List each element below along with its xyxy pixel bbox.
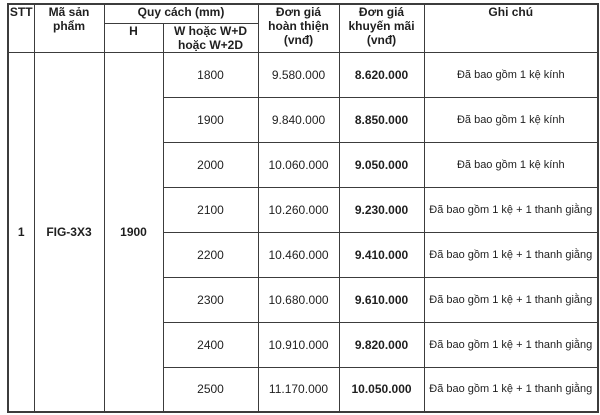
table-body	[8, 52, 598, 412]
price-promo-cell: 9.410.000	[339, 232, 424, 277]
price-finished-cell: 10.260.000	[258, 187, 339, 232]
header-note: Ghi chú	[424, 4, 598, 52]
header-product-code: Mã sản phẩm	[34, 4, 104, 52]
note-cell: Đã bao gồm 1 kệ + 1 thanh giằng	[424, 187, 598, 232]
price-finished-cell: 10.680.000	[258, 277, 339, 322]
price-table	[7, 3, 599, 413]
table-header	[8, 4, 598, 52]
header-price-promo: Đơn giá khuyến mãi (vnđ)	[339, 4, 424, 52]
stt-value: 1	[8, 52, 34, 412]
w-cell: 2100	[163, 187, 258, 232]
table-row	[8, 52, 598, 97]
w-cell: 2200	[163, 232, 258, 277]
w-cell: 2300	[163, 277, 258, 322]
header-spec-h: H	[104, 23, 163, 52]
note-cell: Đã bao gồm 1 kệ kính	[424, 97, 598, 142]
price-finished-cell: 9.580.000	[258, 52, 339, 97]
header-spec-w: W hoặc W+D hoặc W+2D	[163, 23, 258, 52]
note-cell: Đã bao gồm 1 kệ kính	[424, 142, 598, 187]
price-promo-cell: 9.050.000	[339, 142, 424, 187]
note-cell: Đã bao gồm 1 kệ kính	[424, 52, 598, 97]
price-promo-cell: 9.820.000	[339, 322, 424, 367]
product-code-value: FIG-3X3	[34, 52, 104, 412]
price-promo-cell: 9.610.000	[339, 277, 424, 322]
header-spec-group: Quy cách (mm)	[104, 4, 258, 23]
price-finished-cell: 10.060.000	[258, 142, 339, 187]
h-value: 1900	[104, 52, 163, 412]
w-cell: 2500	[163, 367, 258, 412]
note-cell: Đã bao gồm 1 kệ + 1 thanh giằng	[424, 367, 598, 412]
note-cell: Đã bao gồm 1 kệ + 1 thanh giằng	[424, 277, 598, 322]
note-cell: Đã bao gồm 1 kệ + 1 thanh giằng	[424, 232, 598, 277]
price-finished-cell: 10.910.000	[258, 322, 339, 367]
price-promo-cell: 8.620.000	[339, 52, 424, 97]
note-cell: Đã bao gồm 1 kệ + 1 thanh giằng	[424, 322, 598, 367]
price-finished-cell: 9.840.000	[258, 97, 339, 142]
price-promo-cell: 10.050.000	[339, 367, 424, 412]
header-stt: STT	[8, 4, 34, 52]
w-cell: 2400	[163, 322, 258, 367]
price-promo-cell: 9.230.000	[339, 187, 424, 232]
price-promo-cell: 8.850.000	[339, 97, 424, 142]
price-finished-cell: 11.170.000	[258, 367, 339, 412]
price-finished-cell: 10.460.000	[258, 232, 339, 277]
w-cell: 1900	[163, 97, 258, 142]
w-cell: 2000	[163, 142, 258, 187]
header-price-finished: Đơn giá hoàn thiện (vnđ)	[258, 4, 339, 52]
w-cell: 1800	[163, 52, 258, 97]
